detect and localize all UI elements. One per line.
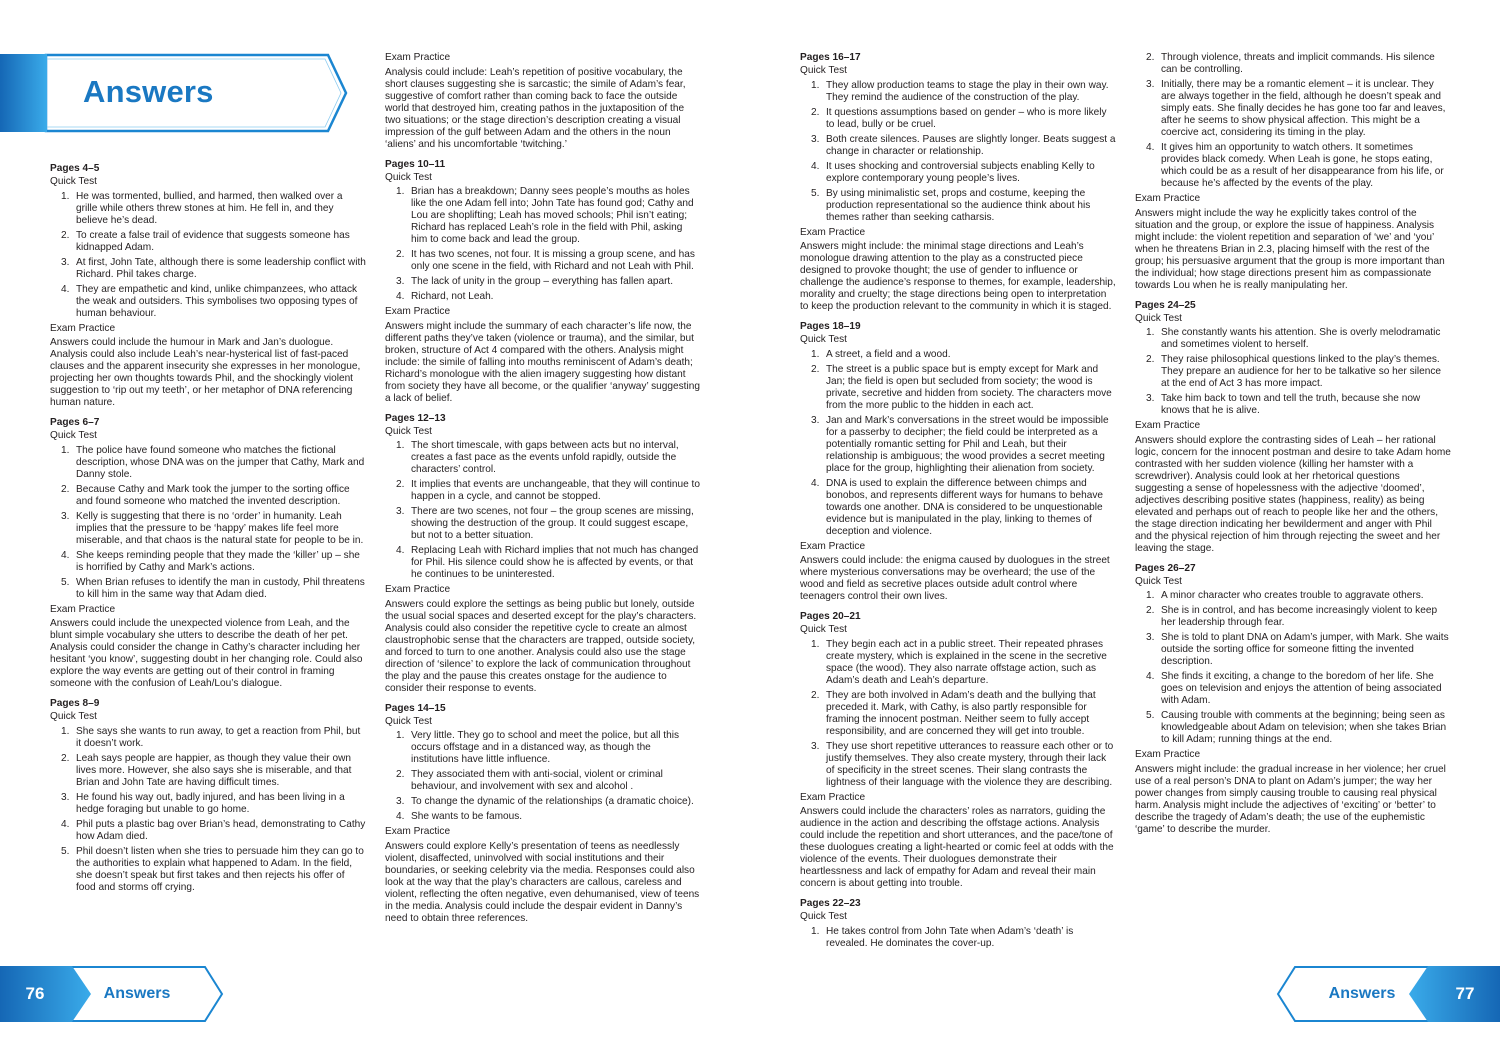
subsection-label: Exam Practice [385,584,451,595]
item-number: 2. [61,229,70,241]
item-answer-text: They allow production teams to stage the play in their own way. They remind the audience of the construction of the play. [826,79,1109,103]
subsection-label: Exam Practice [1135,420,1201,431]
item-number: 1. [61,190,70,202]
item-answer-text: By using minimalistic set, props and costume, keeping the production representational so the audience think about his themes rather than seeking catharsis. [826,187,1091,223]
item-answer-text: He was tormented, bullied, and harmed, then walked over a grille while others threw stones at him. He fell in, and they believe he’s dead. [76,190,343,226]
section-heading: Pages 12–13 [385,412,446,424]
item-number: 3. [1146,393,1155,404]
quick-test-list [385,440,701,581]
quick-test-item [50,511,366,547]
item-number: 1. [811,638,820,650]
section-heading: Pages 24–25 [1135,299,1196,311]
item-answer-text: He found his way out, badly injured, and has been living in a hedge foraging but unable to go home. [76,791,345,815]
item-answer-text: The short timescale, with gaps between acts but no interval, creates a fast pace as the events unfold rapidly, outside the characters’ control. [411,440,679,475]
item-answer-text: The street is a public space but is empty except for Mark and Jan; the field is open but secluded from society; the wood is private, secretive and hidden from society. The characters move from the more public to the hidden in each act. [826,363,1112,411]
item-number: 3. [61,510,70,522]
subsection-label: Quick Test [800,65,847,76]
exam-practice-answer: Answers could include the unexpected violence from Leah, and the blunt simple vocabulary she utters to describe the death of her pet. Analysis could consider the change in Cathy’s character including her hesitant ‘you know’, suggesting doubt in her changing role. Could also explore the way events are getting out of their control in framing someone with the confusion of Leah/Lou’s dialogue. [50,618,363,689]
item-answer-text: They use short repetitive utterances to reassure each other or to justify themselves. They also create mystery, through their lack of specificity in the street scenes. Their slang contrasts the lightness of their language with the violence they are describing. [826,740,1114,788]
item-answer-text: They are empathetic and kind, unlike chimpanzees, who attack the weak and outsiders. This symbolises two opposing types of human behaviour. [76,283,358,319]
quick-test-item [1135,52,1451,76]
subsection-label: Exam Practice [50,322,116,334]
item-number: 3. [811,133,820,145]
item-number: 2. [1146,52,1155,63]
item-number: 3. [61,256,70,268]
quick-test-item [1135,632,1451,668]
subsection-label: Quick Test [800,624,847,635]
quick-test-item [800,926,1116,950]
quick-test-item [800,478,1116,538]
quick-test-item [800,80,1116,104]
subsection-label: Quick Test [800,911,847,922]
quick-test-item [385,545,701,581]
quick-test-item [385,249,701,273]
item-answer-text: Kelly is suggesting that there is no ‘order’ in humanity. Leah implies that the pressure to be ‘happy’ makes life feel more miserable, and that chaos is the natural state for people to be in. [76,510,364,546]
quick-test-list [800,926,1116,950]
answers-column-3 [800,52,1116,953]
item-answer-text: They begin each act in a public street. Their repeated phrases create mystery, which is explained in the scene in the secretive space (the wood). They also narrate offstage action, such as Adam’s death and Leah’s departure. [826,638,1107,686]
exam-practice-answer: Answers might include the way he explicitly takes control of the situation and the group, or explore the issue of happiness. Analysis might include: the violent repetition and separation of ‘we’ and ‘you’ when he threatens Brian in 2.3, placing himself with the rest of the group; his persuasive argument that the group is more important than the individual; how stage directions present him as compassionate towards Lou when he is really manipulating her. [1135,207,1445,291]
item-number: 2. [396,479,405,490]
item-answer-text: They are both involved in Adam’s death and the bullying that preceded it. Mark, with Cathy, is also partly responsible for framing the innocent postman. Neither seem to fully accept responsibility, and are concerned they will get into trouble. [826,689,1096,737]
quick-test-item [1135,710,1451,746]
section-heading: Pages 14–15 [385,702,446,714]
item-answer-text: A minor character who creates trouble to aggravate others. [1161,590,1424,601]
item-number: 5. [61,576,70,588]
item-number: 1. [1146,327,1155,338]
footer-section-label-left: Answers [103,985,171,1002]
subsection-label: Quick Test [1135,312,1182,324]
item-number: 3. [61,791,70,803]
quick-test-item [1135,354,1451,390]
item-number: 3. [1146,632,1155,643]
subsection-label: Exam Practice [1135,749,1201,760]
section-heading: Pages 22–23 [800,898,861,909]
item-answer-text: He takes control from John Tate when Adam’s ‘death’ is revealed. He dominates the cover-up. [826,925,1074,949]
item-number: 1. [61,725,70,737]
quick-test-item [800,161,1116,185]
answers-column-4 [1135,52,1451,836]
section-heading: Pages 6–7 [50,417,100,428]
exam-practice-answer: Answers could explore Kelly’s presentation of teens as needlessly violent, disaffected, uninvolved with social institutions and their boundaries, or seeking celebrity via the media. Responses could also look at the way that the play’s characters are callous, careless and violent, reflecting the often negative, even dehumanised, view of teens in the media. Analysis could include the despair evident in Danny’s need to obtain three references. [385,840,700,924]
item-number: 2. [61,752,70,764]
item-answer-text: Phil doesn’t listen when she tries to persuade him they can go to the authorities to explain what happened to Adam. In the field, she doesn’t speak but first takes and then rejects his offer of food and storms off crying. [76,845,364,893]
item-answer-text: Through violence, threats and implicit commands. His silence can be controlling. [1161,52,1435,75]
quick-test-item [385,276,701,288]
item-answer-text: Initially, there may be a romantic element – it is unclear. They are always together in the field, although he doesn’t speak and simply eats. She finally decides he has gone too far and leaves, after he seems to show physical affection. This might be a coercive act, considering its timing in the play. [1161,79,1446,138]
section-heading: Pages 8–9 [50,698,100,709]
exam-practice-answer: Answers might include: the gradual increase in her violence; her cruel use of a real person’s DNA to plant on Adam’s jumper; the way her power changes from simply causing trouble to causing real physical harm. Analysis might include the adjectives of ‘exciting’ or ‘better’ to describe the tragedy of Adam’s death; the use of the euphemistic ‘game’ to describe the murder. [1135,763,1446,835]
item-number: 4. [396,811,405,822]
section-heading: Pages 18–19 [800,321,861,332]
item-number: 5. [1146,710,1155,721]
quick-test-list [1135,327,1451,417]
exam-practice-answer: Answers might include the summary of each character’s life now, the different paths they’ve taken (violence or trauma), and the similar, but broken, structure of Act 4 compared with the others. Analysis might include: the simile of falling into mouths reminiscent of Adam’s death; Richard’s monologue with the alien imagery suggesting how distant from society they have all become, or the qualifier ‘anyway’ suggesting a lack of belief. [385,320,700,404]
section-heading: Pages 26–27 [1135,562,1196,574]
subsection-label: Quick Test [800,334,847,345]
item-number: 1. [811,348,820,360]
exam-practice-answer: Answers could explore the settings as being public but lonely, outside the usual social spaces and deserted except for the play’s characters. Analysis could also consider the repetitive cycle to create an almost claustrophobic sense that the characters are trapped, outside society, and forced to turn to one another. Analysis could also use the stage direction of ‘silence’ to explore the lack of communication throughout the play and the pause this creates onstage for the audience to consider their response to events. [385,598,697,694]
item-answer-text: To create a false trail of evidence that suggests someone has kidnapped Adam. [76,229,350,253]
quick-test-item [385,796,701,808]
section-heading: Pages 10–11 [385,158,446,170]
quick-test-list [800,639,1116,789]
exam-practice-answer: Answers should explore the contrasting sides of Leah – her rational logic, concern for the innocent postman and desire to take Adam home contrasted with her sudden violence (killing her hamster with a screwdriver). Analysis could look at her rhetorical questions suggesting a sense of hopelessness with the adjective ‘doomed’, adjectives describing positive states (happiness, reality) as being elevated and perhaps out of reach to people like her and the others, the stage direction indicating her bewilderment and anger with Phil and the physical rejection of him through rejecting the sweet and her leaving the stage. [1135,434,1451,554]
quick-test-item [1135,79,1451,139]
item-number: 5. [61,845,70,857]
item-answer-text: Phil puts a plastic bag over Brian’s head, demonstrating to Cathy how Adam died. [76,818,366,842]
subsection-label: Quick Test [385,425,432,437]
quick-test-item [385,811,701,823]
quick-test-item [800,415,1116,475]
item-answer-text: To change the dynamic of the relationships (a dramatic choice). [411,796,694,807]
item-answer-text: Richard, not Leah. [411,291,494,302]
item-answer-text: She wants to be famous. [411,811,523,822]
item-answer-text: She is in control, and has become increasingly violent to keep her leadership through fear. [1161,605,1438,628]
item-number: 2. [61,483,70,495]
item-answer-text: They raise philosophical questions linked to the play’s themes. They prepare an audience for her to be talkative so her silence at the end of Act 3 has more impact. [1161,354,1441,389]
item-number: 2. [1146,605,1155,616]
item-number: 1. [811,79,820,91]
subsection-label: Exam Practice [800,791,866,803]
quick-test-item [1135,142,1451,190]
quick-test-item [50,792,366,816]
quick-test-item [1135,393,1451,417]
quick-test-item [385,479,701,503]
subsection-label: Quick Test [385,171,432,183]
item-number: 4. [811,477,820,489]
item-answer-text: It questions assumptions based on gender – who is more likely to lead, bully or be cruel. [826,106,1107,130]
quick-test-item [385,186,701,246]
item-number: 2. [811,689,820,701]
item-number: 4. [396,545,405,556]
item-number: 3. [396,796,405,807]
quick-test-item [800,690,1116,738]
item-number: 4. [61,818,70,830]
subsection-label: Exam Practice [800,540,866,552]
quick-test-item [50,726,366,750]
subsection-label: Exam Practice [800,226,866,238]
item-answer-text: She is told to plant DNA on Adam’s jumper, with Mark. She waits outside the sorting office for someone fitting the invented description. [1161,632,1449,667]
item-number: 4. [61,283,70,295]
item-answer-text: It has two scenes, not four. It is missing a group scene, and has only one scene in the field, with Richard and not Leah with Phil. [411,249,695,272]
item-number: 4. [396,291,405,302]
quick-test-list [1135,52,1451,190]
quick-test-item [1135,327,1451,351]
quick-test-item [50,484,366,508]
item-number: 1. [1146,590,1155,601]
quick-test-item [50,753,366,789]
quick-test-item [50,284,366,320]
item-number: 4. [61,549,70,561]
item-answer-text: Very little. They go to school and meet the police, but all this occurs offstage and in a distanced way, as though the institutions have little influence. [411,730,680,765]
quick-test-item [385,291,701,303]
item-answer-text: She says she wants to run away, to get a reaction from Phil, but it doesn’t work. [76,725,361,749]
quick-test-list [385,730,701,823]
item-answer-text: She finds it exciting, a change to the boredom of her life. She goes on television and enjoys the attention of being associated with Adam. [1161,671,1442,706]
quick-test-item [385,730,701,766]
item-number: 3. [1146,79,1155,90]
item-answer-text: When Brian refuses to identify the man in custody, Phil threatens to kill him in the same way that Adam died. [76,576,365,600]
item-number: 3. [396,506,405,517]
exam-practice-answer: Answers could include the humour in Mark and Jan’s duologue. Analysis could also include Leah’s near-hysterical list of fast-paced clauses and the apparent insecurity she expresses in her monologue, projecting her own thoughts towards Phil, and the shockingly violent suggestion to ‘rip out my teeth’, or her metaphor of DNA referencing human nature. [50,337,361,408]
item-answer-text: DNA is used to explain the difference between chimps and bonobos, and represents different ways for humans to behave towards one another. DNA is considered to be unquestionable evidence but is manipulated in the play, linking to themes of deception and violence. [826,477,1104,537]
item-number: 1. [396,186,405,197]
footer-section-label-right: Answers [1328,985,1396,1002]
item-answer-text: Brian has a breakdown; Danny sees people’s mouths as holes like the one Adam fell into; John Tate has found god; Cathy and Lou are shoplifting; Leah has moved schools; Phil isn’t eating; Richard has replaced Leah’s role in the field with Phil, asking him to come back and lead the group. [411,186,694,245]
item-number: 4. [1146,142,1155,153]
item-number: 2. [811,106,820,118]
item-number: 5. [811,187,820,199]
item-number: 1. [396,730,405,741]
answers-column-1 [50,163,366,897]
item-answer-text: She keeps reminding people that they made the ‘killer’ up – she is horrified by Cathy and Mark’s actions. [76,549,360,573]
answers-column-2 [385,52,701,925]
item-number: 3. [396,276,405,287]
quick-test-item [50,846,366,894]
subsection-label: Quick Test [50,176,97,187]
quick-test-item [50,577,366,601]
section-heading: Pages 4–5 [50,163,100,174]
subsection-label: Exam Practice [385,306,451,317]
item-answer-text: Because Cathy and Mark took the jumper to the sorting office and found someone who matched the invented description. [76,483,350,507]
item-answer-text: Leah says people are happier, as though they value their own lives more. However, she also says she is miserable, and that Brian and John Tate are having difficult times. [76,752,352,788]
item-answer-text: At first, John Tate, although there is some leadership conflict with Richard. Phil takes charge. [76,256,366,280]
quick-test-item [800,349,1116,361]
banner-accent-block [0,54,47,132]
quick-test-item [1135,605,1451,629]
item-number: 4. [1146,671,1155,682]
subsection-label: Quick Test [50,430,97,441]
quick-test-item [50,230,366,254]
quick-test-list [385,186,701,303]
item-number: 4. [811,160,820,172]
subsection-label: Exam Practice [1135,193,1201,204]
page-title: Answers [83,74,214,109]
exam-practice-answer: Answers could include: the enigma caused by duologues in the street where mysterious conversations may be overheard; the use of the wood and field as secretive places outside adult control where teenagers control their own lives. [800,555,1110,602]
item-number: 3. [811,740,820,752]
item-number: 2. [1146,354,1155,365]
quick-test-list [800,349,1116,538]
quick-test-list [50,191,366,320]
subsection-label: Exam Practice [385,826,451,837]
section-heading: Pages 20–21 [800,611,861,622]
item-answer-text: There are two scenes, not four – the group scenes are missing, showing the destruction of the group. It could suggest escape, but not to a better situation. [411,506,694,541]
exam-practice-answer: Analysis could include: Leah’s repetition of positive vocabulary, the short clauses suggesting she is sarcastic; the simile of Adam’s fear, suggestive of comfort rather than coming back to face the outside world that destroyed him, creating pathos in the juxtaposition of the two situations; or the stage direction’s description creating a visual impression of the gulf between Adam and the others in the noun ‘aliens’ and his uncomfortable ‘twitching.’ [385,66,686,150]
quick-test-list [800,80,1116,224]
item-number: 1. [811,925,820,937]
item-answer-text: It uses shocking and controversial subjects enabling Kelly to explore contemporary young people’s lives. [826,160,1095,184]
subsection-label: Exam Practice [50,603,116,615]
item-answer-text: Jan and Mark’s conversations in the street would be impossible for a passerby to decipher; the field could be interpreted as a potentially romantic setting for Phil and Leah, but their relationship is ambiguous; the wood provides a secret meeting place for the group, highlighting their alienation from society. [826,414,1109,474]
item-answer-text: Both create silences. Pauses are slightly longer. Beats suggest a change in character or relationship. [826,133,1116,157]
subsection-label: Quick Test [1135,575,1182,587]
item-number: 1. [396,440,405,451]
subsection-label: Quick Test [50,711,97,722]
subsection-label: Quick Test [385,715,432,727]
quick-test-item [50,819,366,843]
quick-test-item [1135,590,1451,602]
quick-test-item [385,440,701,476]
item-number: 2. [811,363,820,375]
quick-test-list [50,726,366,894]
quick-test-item [1135,671,1451,707]
exam-practice-answer: Answers might include: the minimal stage directions and Leah’s monologue drawing attention to the play as a constructed piece designed to provoke thought; the use of gender to influence or challenge the audience’s response to themes, for example, leadership, morality and cruelty; the stage directions being open to interpretation to keep the production relevant to the community in which it is staged. [800,241,1116,312]
quick-test-item [385,769,701,793]
item-answer-text: Replacing Leah with Richard implies that not much has changed for Phil. His silence could show he is affected by events, or that he continues to be uninterested. [411,545,699,580]
quick-test-item [50,257,366,281]
item-answer-text: A street, a field and a wood. [826,348,951,360]
section-heading: Pages 16–17 [800,52,861,63]
quick-test-item [385,506,701,542]
item-answer-text: The police have found someone who matches the fictional description, whose DNA was on the jumper that Cathy, Mark and Danny stole. [76,444,365,480]
item-answer-text: The lack of unity in the group – everything has fallen apart. [411,276,674,287]
item-answer-text: They associated them with anti-social, violent or criminal behaviour, and involvement with sex and alcohol . [411,769,663,792]
item-number: 1. [61,444,70,456]
quick-test-list [50,445,366,601]
quick-test-item [50,191,366,227]
quick-test-item [800,107,1116,131]
exam-practice-answer: Answers could include the characters’ roles as narrators, guiding the audience in the action and describing the offstage actions. Analysis could include the repetition and short utterances, and the pace/tone of these duologues creating a light-hearted or comic feel at odds with the violence of the events. Their duologues demonstrate their heartlessness and lack of empathy for Adam and reveal their main concern is about getting into trouble. [800,806,1114,889]
quick-test-item [800,134,1116,158]
quick-test-item [800,741,1116,789]
quick-test-item [800,639,1116,687]
page-number-left: 76 [25,984,45,1003]
item-number: 2. [396,769,405,780]
item-answer-text: It gives him an opportunity to watch others. It sometimes provides black comedy. When Leah is gone, he stops eating, which could be as a result of her disappearance from his life, or because he’s affected by the events of the play. [1161,142,1444,189]
quick-test-item [50,550,366,574]
item-answer-text: Causing trouble with comments at the beginning; being seen as knowledgeable about Adam on television; when she takes Brian to kill Adam; running things at the end. [1161,710,1447,745]
page-number-right: 77 [1455,984,1475,1003]
quick-test-item [800,364,1116,412]
quick-test-item [50,445,366,481]
item-answer-text: It implies that events are unchangeable, that they will continue to happen in a cycle, and cannot be stopped. [411,479,700,502]
item-number: 3. [811,414,820,426]
quick-test-item [800,188,1116,224]
item-answer-text: Take him back to town and tell the truth, because she now knows that he is alive. [1161,393,1421,416]
subsection-label: Exam Practice [385,52,451,63]
item-answer-text: She constantly wants his attention. She is overly melodramatic and sometimes violent to herself. [1161,327,1441,350]
item-number: 2. [396,249,405,260]
quick-test-list [1135,590,1451,746]
